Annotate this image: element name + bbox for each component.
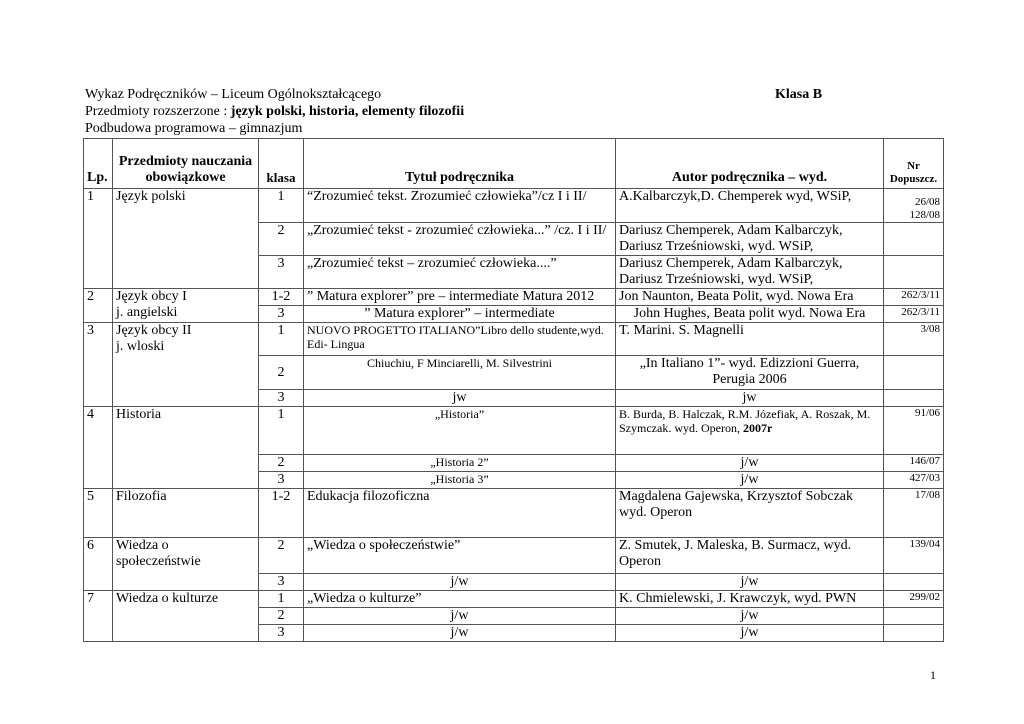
row-subject: Język obcy I j. angielski <box>113 289 259 323</box>
row-title: j/w <box>304 608 616 625</box>
row-title: „Historia 2” <box>304 455 616 472</box>
row-lp: 5 <box>84 489 113 538</box>
row-klasa: 1 <box>259 591 304 608</box>
row-subject: Filozofia <box>113 489 259 538</box>
class-label: Klasa B <box>775 87 823 102</box>
row-title: NUOVO PROGETTO ITALIANO”Libro dello studente,wyd. Edi- Lingua <box>304 323 616 356</box>
row-title: ” Matura explorer” – intermediate <box>304 306 616 323</box>
row-klasa: 2 <box>259 356 304 390</box>
row-nr <box>884 223 944 256</box>
row-nr: 262/3/11 <box>884 306 944 323</box>
row-nr <box>884 608 944 625</box>
row-author: j/w <box>616 574 884 591</box>
extended-subjects-line <box>85 104 464 120</box>
row-klasa: 2 <box>259 455 304 472</box>
page-number: 1 <box>930 668 936 682</box>
table-row <box>84 323 944 356</box>
row-author: John Hughes, Beata polit wyd. Nowa Era <box>616 306 884 323</box>
row-klasa: 1-2 <box>259 289 304 306</box>
row-klasa: 1-2 <box>259 489 304 538</box>
row-lp: 7 <box>84 591 113 642</box>
row-subject: Język polski <box>113 189 259 289</box>
row-subject: Historia <box>113 407 259 489</box>
row-title: „Wiedza o kulturze” <box>304 591 616 608</box>
row-title: j/w <box>304 574 616 591</box>
row-lp: 2 <box>84 289 113 323</box>
table-row <box>84 189 944 223</box>
row-author-text: B. Burda, B. Halczak, R.M. Józefiak, A. Roszak, M. Szymczak. wyd. Operon, <box>619 407 871 435</box>
col-header-title: Tytuł podręcznika <box>304 139 616 189</box>
col-header-lp: Lp. <box>84 139 113 189</box>
row-title: jw <box>304 390 616 407</box>
row-nr <box>884 356 944 390</box>
row-klasa: 2 <box>259 223 304 256</box>
row-klasa: 3 <box>259 472 304 489</box>
col-header-nr <box>884 139 944 189</box>
col-header-nr-line2: Dopuszcz. <box>889 173 938 185</box>
row-title: „Wiedza o społeczeństwie” <box>304 538 616 574</box>
row-klasa: 2 <box>259 538 304 574</box>
row-title: „Zrozumieć tekst - zrozumieć człowieka...” /cz. I i II/ <box>304 223 616 256</box>
row-nr: 17/08 <box>884 489 944 538</box>
row-author-year: 2007r <box>742 421 773 435</box>
row-author: Magdalena Gajewska, Krzysztof Sobczak wyd. Operon <box>616 489 884 538</box>
row-klasa: 2 <box>259 608 304 625</box>
textbook-table <box>83 138 944 642</box>
row-author: „In Italiano 1”- wyd. Edizzioni Guerra, Perugia 2006 <box>616 356 884 390</box>
row-author: j/w <box>616 455 884 472</box>
row-nr: 146/07 <box>884 455 944 472</box>
row-nr: 91/06 <box>884 407 944 455</box>
col-header-author: Autor podręcznika – wyd. <box>616 139 884 189</box>
row-author: Dariusz Chemperek, Adam Kalbarczyk, Dariusz Trześniowski, wyd. WSiP, <box>616 256 884 289</box>
row-title: „Historia 3” <box>304 472 616 489</box>
row-author <box>616 407 884 455</box>
row-nr: 427/03 <box>884 472 944 489</box>
row-author: A.Kalbarczyk,D. Chemperek wyd, WSiP, <box>616 189 884 223</box>
row-subject: Język obcy II j. wloski <box>113 323 259 407</box>
table-row <box>84 407 944 455</box>
extended-subjects-label: Przedmioty rozszerzone : <box>85 104 228 119</box>
row-nr: 26/08 128/08 <box>884 189 944 223</box>
row-klasa: 3 <box>259 306 304 323</box>
row-klasa: 1 <box>259 407 304 455</box>
row-title: ” Matura explorer” pre – intermediate Matura 2012 <box>304 289 616 306</box>
row-klasa: 3 <box>259 390 304 407</box>
row-author: j/w <box>616 472 884 489</box>
row-nr: 262/3/11 <box>884 289 944 306</box>
curriculum-basis: Podbudowa programowa – gimnazjum <box>85 121 303 136</box>
row-author: Jon Naunton, Beata Polit, wyd. Nowa Era <box>616 289 884 306</box>
row-title: „Historia” <box>304 407 616 455</box>
row-author: K. Chmielewski, J. Krawczyk, wyd. PWN <box>616 591 884 608</box>
table-row <box>84 538 944 574</box>
row-author: jw <box>616 390 884 407</box>
table-row <box>84 591 944 608</box>
row-nr <box>884 390 944 407</box>
row-subject: Wiedza o społeczeństwie <box>113 538 259 591</box>
table-header-row <box>84 139 944 189</box>
row-lp: 4 <box>84 407 113 489</box>
row-author: j/w <box>616 625 884 642</box>
table-row <box>84 489 944 538</box>
row-title: Chiuchiu, F Minciarelli, M. Silvestrini <box>304 356 616 390</box>
extended-subjects-value: język polski, historia, elementy filozofii <box>227 104 465 119</box>
row-subject: Wiedza o kulturze <box>113 591 259 642</box>
row-nr: 139/04 <box>884 538 944 574</box>
row-title: “Zrozumieć tekst. Zrozumieć człowieka”/cz I i II/ <box>304 189 616 223</box>
row-nr: 299/02 <box>884 591 944 608</box>
document-title: Wykaz Podręczników – Liceum Ogólnokształcącego <box>85 87 382 102</box>
row-title: j/w <box>304 625 616 642</box>
row-klasa: 1 <box>259 189 304 223</box>
row-klasa: 1 <box>259 323 304 356</box>
row-klasa: 3 <box>259 625 304 642</box>
row-title: Edukacja filozoficzna <box>304 489 616 538</box>
row-klasa: 3 <box>259 256 304 289</box>
row-nr: 3/08 <box>884 323 944 356</box>
row-lp: 3 <box>84 323 113 407</box>
row-lp: 6 <box>84 538 113 591</box>
row-nr <box>884 256 944 289</box>
row-lp: 1 <box>84 189 113 289</box>
row-author: Dariusz Chemperek, Adam Kalbarczyk, Dariusz Trześniowski, wyd. WSiP, <box>616 223 884 256</box>
col-header-subject: Przedmioty nauczania obowiązkowe <box>113 139 259 189</box>
row-author: T. Marini. S. Magnelli <box>616 323 884 356</box>
row-nr <box>884 574 944 591</box>
col-header-klasa: klasa <box>259 139 304 189</box>
row-title: „Zrozumieć tekst – zrozumieć człowieka....” <box>304 256 616 289</box>
col-header-nr-line1: Nr <box>907 160 920 172</box>
table-row <box>84 289 944 306</box>
row-author: Z. Smutek, J. Maleska, B. Surmacz, wyd. Operon <box>616 538 884 574</box>
row-author: j/w <box>616 608 884 625</box>
row-nr <box>884 625 944 642</box>
row-klasa: 3 <box>259 574 304 591</box>
